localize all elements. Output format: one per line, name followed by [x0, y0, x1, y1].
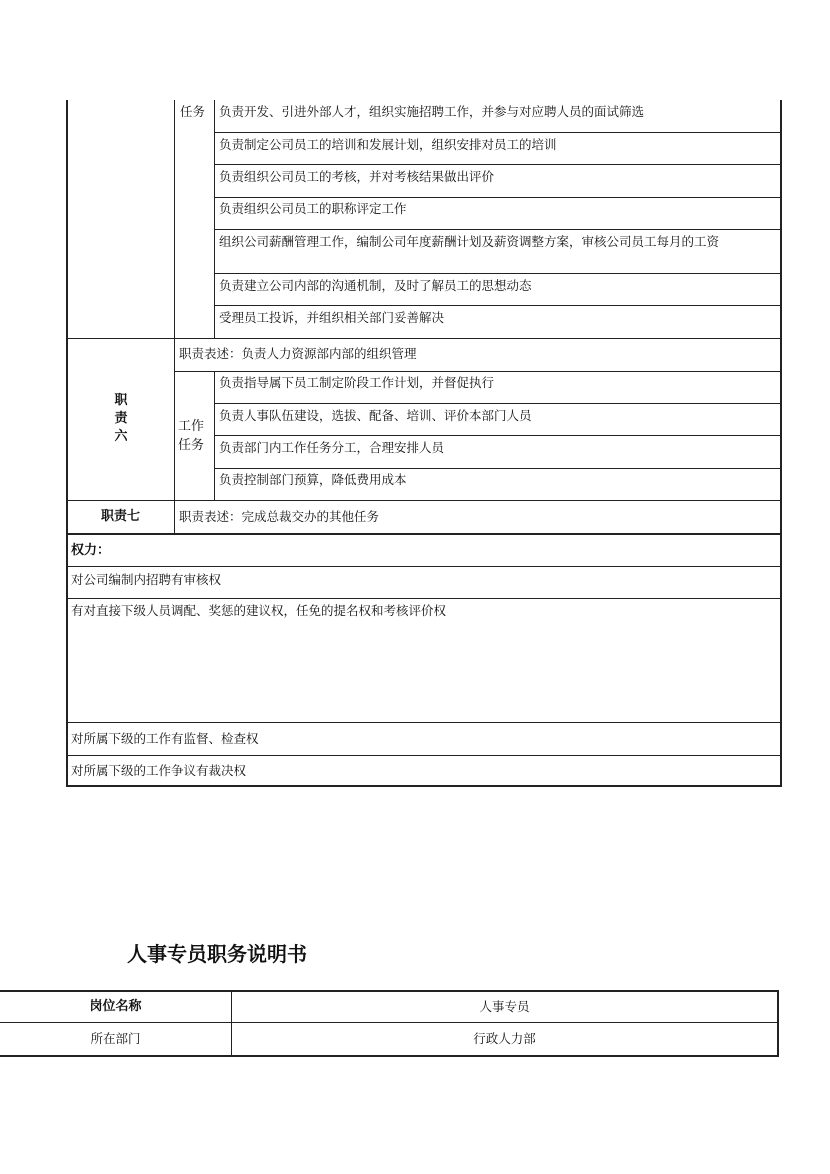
position-name-value: 人事专员 — [479, 999, 530, 1014]
task-row: 负责建立公司内部的沟通机制，及时了解员工的思想动态 — [219, 278, 532, 293]
task-row: 负责指导属下员工制定阶段工作计划，并督促执行 — [219, 375, 495, 390]
task-row: 负责开发、引进外部人才，组织实施招聘工作，并参与对应聘人员的面试筛选 — [219, 104, 645, 119]
task-row: 负责组织公司员工的考核，并对考核结果做出评价 — [219, 169, 495, 184]
task-row: 负责控制部门预算，降低费用成本 — [219, 472, 407, 487]
power-item: 对公司编制内招聘有审核权 — [71, 572, 222, 587]
department-value: 行政人力部 — [473, 1031, 536, 1046]
work-task-label: 工作 任务 — [178, 419, 205, 453]
duty6-statement: 职责表述：负责人力资源部内部的组织管理 — [179, 346, 417, 361]
task-row: 负责组织公司员工的职称评定工作 — [219, 201, 407, 216]
power-item: 对所属下级的工作有监督、检查权 — [71, 731, 259, 746]
task-row: 负责部门内工作任务分工，合理安排人员 — [219, 440, 445, 455]
task-row: 负责人事队伍建设，选拔、配备、培训、评价本部门人员 — [219, 408, 532, 423]
position-name-label: 岗位名称 — [89, 999, 142, 1014]
task-label: 任务 — [180, 104, 206, 119]
document-title: 人事专员职务说明书 — [127, 942, 307, 966]
task-row: 负责制定公司员工的培训和发展计划，组织安排对员工的培训 — [219, 137, 557, 152]
power-item: 有对直接下级人员调配、奖惩的建议权，任免的提名权和考核评价权 — [71, 603, 447, 618]
power-header: 权力： — [71, 543, 111, 558]
task-row: 组织公司薪酬管理工作，编制公司年度薪酬计划及薪资调整方案，审核公司员工每月的工资 — [219, 234, 720, 249]
department-label: 所在部门 — [90, 1031, 141, 1046]
task-row: 受理员工投诉，并组织相关部门妥善解决 — [219, 310, 445, 325]
duty7-statement: 职责表述：完成总裁交办的其他任务 — [179, 509, 380, 524]
power-item: 对所属下级的工作争议有裁决权 — [71, 763, 247, 778]
duty7-label: 职责七 — [100, 509, 140, 524]
duty6-label: 职 责 六 — [114, 393, 128, 444]
